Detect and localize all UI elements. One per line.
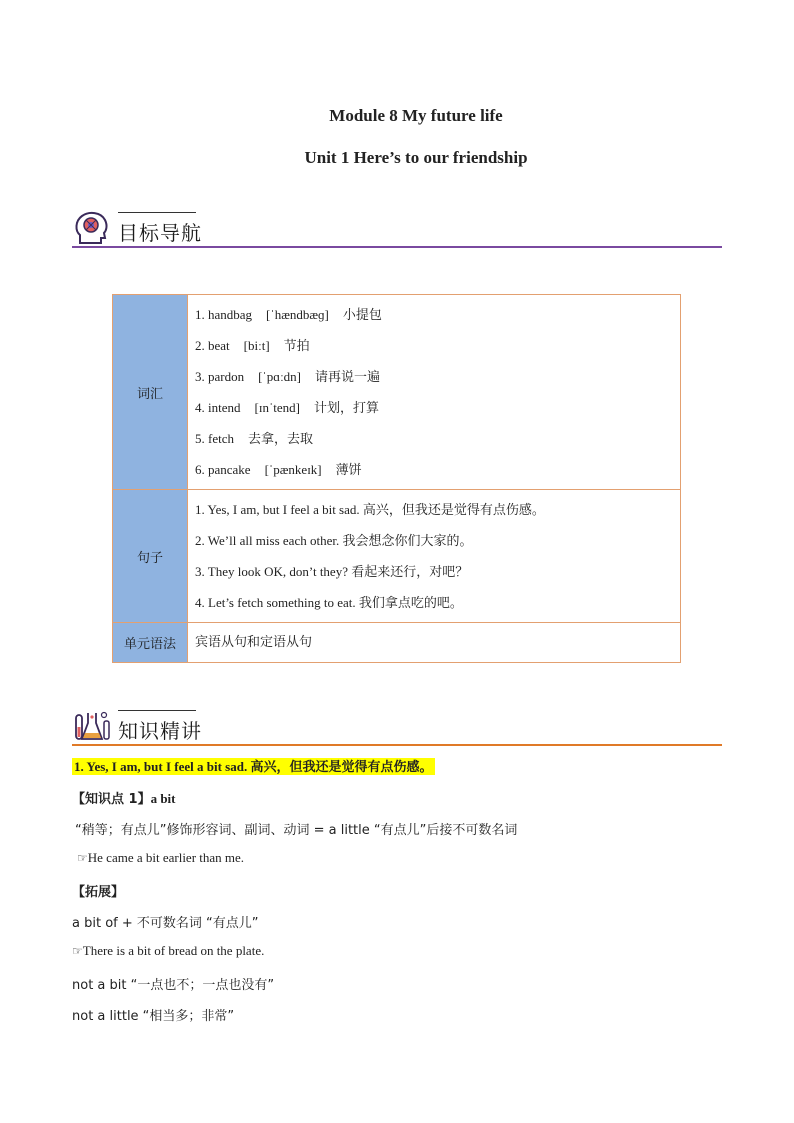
highlighted-sentence: 1. Yes, I am, but I feel a bit sad. 高兴，但我还是觉得有点伤感。 [74,759,433,775]
vocab-item: 5. fetch 去拿，去取 [195,431,313,447]
sentence-row [113,490,681,623]
sentence-item: 4. Let’s fetch something to eat. 我们拿点吃的吧。 [195,595,463,611]
pointing-hand-icon: ☞ [72,944,83,958]
sentence-item: 1. Yes, I am, but I feel a bit sad. 高兴，但我还是觉得有点伤感。 [195,502,545,518]
vocab-item: 1. handbag [ˈhændbæɡ] 小提包 [195,307,382,323]
vocab-list [188,295,681,490]
vocab-category: 词汇 [113,295,188,490]
example-sentence: ☞He came a bit earlier than me. [77,850,245,865]
section-target-navigation [72,209,722,253]
brain-gear-icon [72,209,112,249]
grammar-content: 宾语从句和定语从句 [188,623,681,663]
section-label: 目标导航 [118,221,202,245]
section-rule [72,744,722,746]
section-knowledge [72,707,722,751]
sentence-item: 3. They look OK, don’t they? 看起来还行，对吧？ [195,564,469,580]
section-rule [72,246,722,248]
knowledge-explanation: “稍等；有点儿”修饰形容词、副词、动词 = a little “有点儿”后接不可数名词 [75,823,518,838]
extension-item: a bit of + 不可数名词 “有点儿” [72,916,259,931]
example-sentence: ☞There is a bit of bread on the plate. [72,943,265,958]
section-label: 知识精讲 [118,719,202,743]
grammar-row [113,623,681,663]
vocab-item: 6. pancake [ˈpænkeɪk] 薄饼 [195,462,362,478]
lab-flask-icon [72,707,112,747]
vocab-item: 3. pardon [ˈpɑːdn] 请再说一遍 [195,369,381,385]
module-title: Module 8 My future life [329,106,503,125]
vocab-table [112,294,681,663]
sentence-list [188,490,681,623]
sentence-category: 句子 [113,490,188,623]
section-top-line [118,212,196,213]
vocab-row [113,295,681,490]
extension-heading: 【拓展】 [72,885,125,900]
sentence-item: 2. We’ll all miss each other. 我会想念你们大家的。 [195,533,473,549]
extension-item: not a little “相当多；非常” [72,1009,235,1024]
vocab-item: 2. beat [biːt] 节拍 [195,338,310,354]
knowledge-point-heading: 【知识点 1】a bit [72,791,176,807]
grammar-category: 单元语法 [113,623,188,663]
vocab-item: 4. intend [ɪnˈtend] 计划，打算 [195,400,379,416]
section-top-line [118,710,196,711]
unit-title: Unit 1 Here’s to our friendship [304,148,528,167]
pointing-hand-icon: ☞ [77,851,88,865]
extension-item: not a bit “一点也不；一点也没有” [72,978,275,993]
